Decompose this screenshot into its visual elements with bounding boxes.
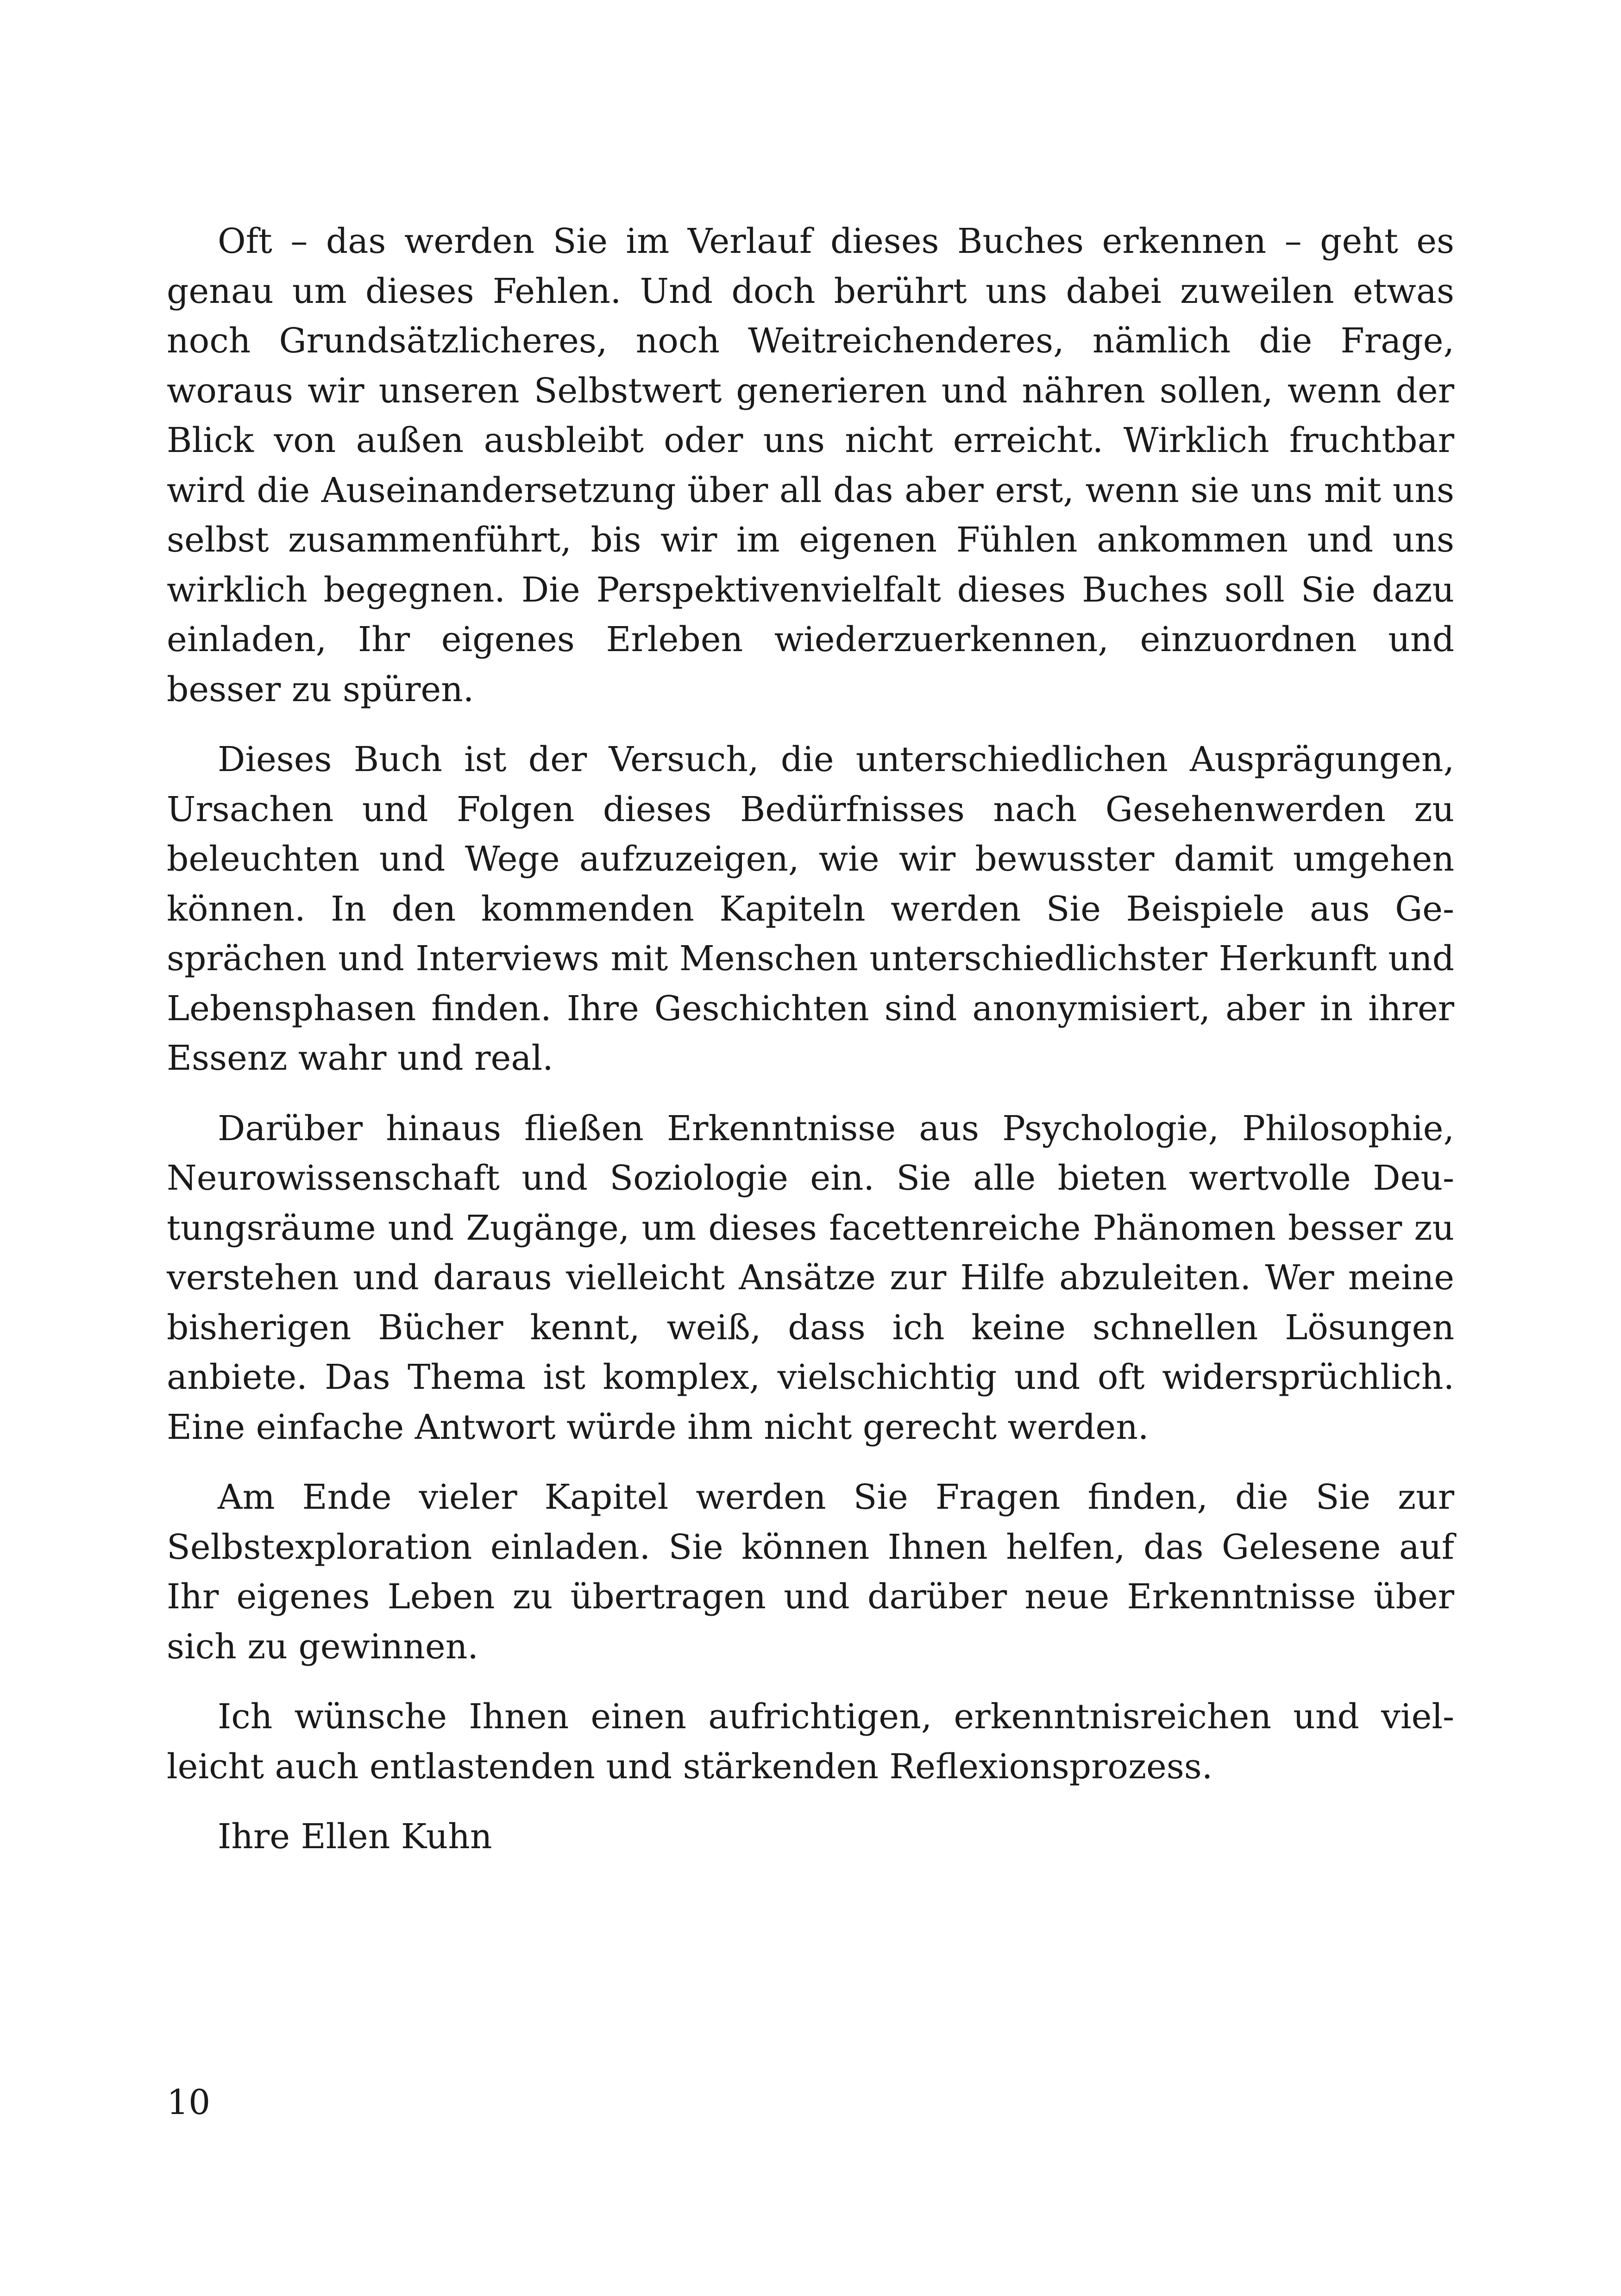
signature-line: Ihre Ellen Kuhn [218,1817,492,1857]
page-number: 10 [167,2083,211,2122]
paragraph-2: Dieses Buch ist der Versuch, die unterschiedlichen Ausprägungen, Ursachen und Folgen dieses Bedürfnisses nach Gesehenwerden zu beleuchten und Wege aufzuzeigen, wie wir bewusster damit umgehen können. In den kommenden Kapiteln werden Sie Beispiele aus Gesprächen und Interviews mit Menschen unterschiedlichster Herkunft und Lebensphasen finden. Ihre Geschichten sind anonymisiert, aber in ihrer Essenz wahr und real. [167,740,1454,1078]
paragraph-1: Oft – das werden Sie im Verlauf dieses Buches erkennen – geht es genau um dieses Fehlen. Und doch berührt uns dabei zuweilen etwas noch Grundsätzlicheres, noch Weitreichenderes, nämlich die Frage, woraus wir unseren Selbstwert generieren und nähren sollen, wenn der Blick von außen ausbleibt oder uns nicht erreicht. Wirklich fruchtbar wird die Auseinandersetzung über all das aber erst, wenn sie uns mit uns selbst zusammenführt, bis wir im eigenen Fühlen ankommen und uns wirklich begegnen. Die Perspektivenvielfalt dieses Buches soll Sie dazu einladen, Ihr eigenes Erleben wiederzuerkennen, einzuordnen und besser zu spüren. [167,221,1454,709]
body-text [167,217,1454,1862]
paragraph-4: Am Ende vieler Kapitel werden Sie Fragen finden, die Sie zur Selbstexploration einladen. Sie können Ihnen helfen, das Gelesene auf Ihr eigenes Leben zu übertragen und darüber neue Erkenntnisse über sich zu gewinnen. [167,1477,1454,1667]
paragraph-3: Darüber hinaus fließen Erkenntnisse aus Psychologie, Philosophie, Neurowissenschaft und Soziologie ein. Sie alle bieten wertvolle Deutungsräume und Zugänge, um dieses facettenreiche Phänomen besser zu verstehen und daraus vielleicht Ansätze zur Hilfe abzuleiten. Wer meine bisherigen Bücher kennt, weiß, dass ich keine schnellen Lösungen anbiete. Das Thema ist komplex, vielschichtig und oft widersprüchlich. Eine einfache Antwort würde ihm nicht gerecht werden. [167,1108,1454,1447]
paragraph-5: Ich wünsche Ihnen einen aufrichtigen, erkenntnisreichen und vielleicht auch entlastenden und stärkenden Reflexionsprozess. [167,1697,1454,1787]
